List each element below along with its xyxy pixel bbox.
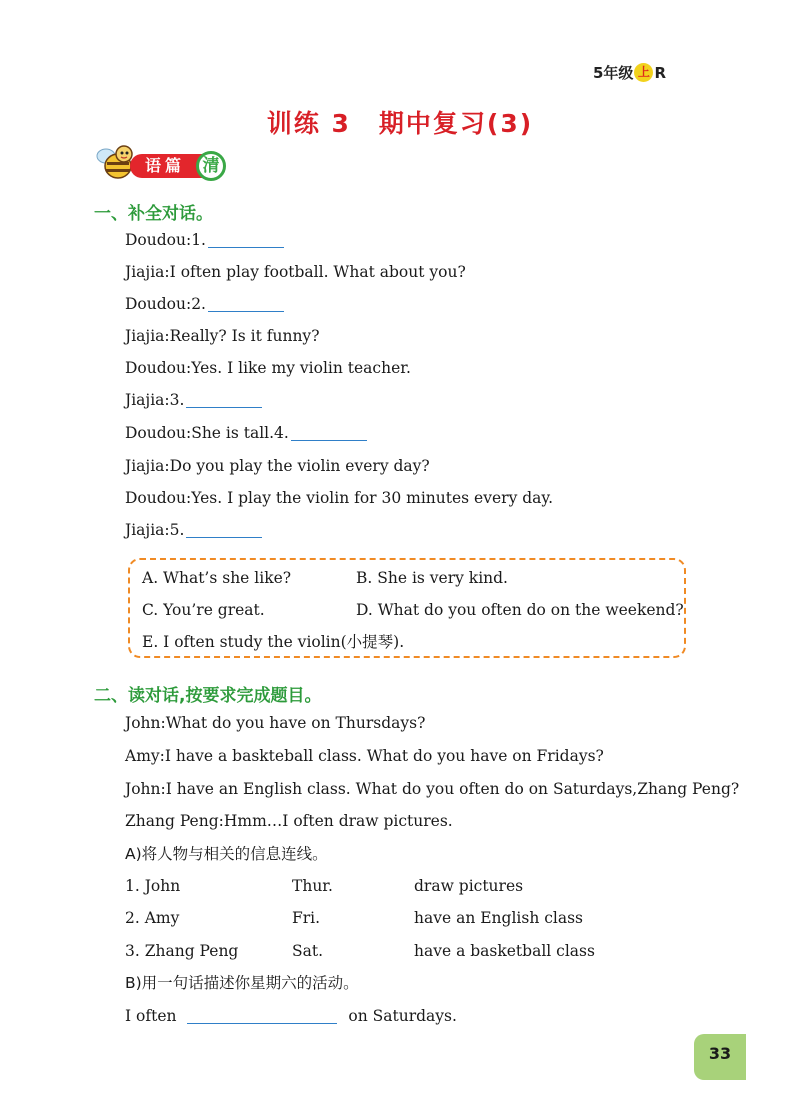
dialogue-line: Amy:I have a baskteball class. What do you have on Fridays?: [125, 747, 604, 765]
dialogue-line: [125, 390, 262, 410]
option-a: A. What’s she like?: [142, 569, 292, 587]
badge-mark: 清: [196, 151, 226, 181]
part-b-prefix: I often: [125, 1007, 177, 1025]
dialogue-text: Doudou:2.: [125, 295, 206, 313]
section-badge: [94, 146, 230, 184]
answer-blank[interactable]: [186, 521, 262, 538]
part-b-sentence: [125, 1006, 457, 1026]
dialogue-line: [125, 456, 430, 476]
match-activity-2: have an English class: [414, 909, 584, 927]
grade-suffix: R: [654, 63, 666, 82]
dialogue-text: Doudou:Yes. I play the violin for 30 minutes every day.: [125, 489, 554, 507]
answer-blank[interactable]: [187, 1007, 337, 1024]
dialogue-text: Jiajia:3.: [125, 391, 185, 409]
grade-label: [593, 62, 666, 83]
option-b: B. She is very kind.: [356, 569, 508, 587]
grade-circle-badge: 上: [634, 63, 653, 82]
dialogue-line: [125, 262, 466, 282]
badge-label: 语篇: [144, 156, 185, 175]
dialogue-line: John:What do you have on Thursdays?: [125, 714, 426, 732]
dialogue-line: John:I have an English class. What do you often do on Saturdays,Zhang Peng?: [125, 780, 740, 798]
page-number: 33: [694, 1034, 746, 1080]
dialogue-line: [125, 520, 262, 540]
dialogue-line: [125, 358, 411, 378]
dialogue-line: [125, 230, 284, 250]
part-b-instruction: B)用一句话描述你星期六的活动。: [125, 974, 359, 992]
dialogue-text: Jiajia:5.: [125, 521, 185, 539]
dialogue-line: [125, 326, 320, 346]
dialogue-text: Jiajia:Do you play the violin every day?: [125, 457, 430, 475]
dialogue-text: Jiajia:I often play football. What about you?: [125, 263, 466, 281]
option-e: E. I often study the violin(小提琴).: [142, 633, 405, 651]
answer-blank[interactable]: [208, 295, 284, 312]
part-b-suffix: on Saturdays.: [348, 1007, 457, 1025]
answer-blank[interactable]: [208, 231, 284, 248]
match-day-3: Sat.: [292, 942, 324, 960]
option-d: D. What do you often do on the weekend?: [356, 601, 684, 619]
dialogue-line: [125, 294, 284, 314]
match-activity-1: draw pictures: [414, 877, 524, 895]
match-person-1: 1. John: [125, 877, 181, 895]
answer-blank[interactable]: [186, 391, 262, 408]
dialogue-text: Doudou:Yes. I like my violin teacher.: [125, 359, 411, 377]
match-activity-3: have a basketball class: [414, 942, 595, 960]
section1-heading: 一、补全对话。: [94, 204, 213, 224]
dialogue-line: [125, 488, 553, 508]
dialogue-text: Doudou:1.: [125, 231, 206, 249]
match-person-3: 3. Zhang Peng: [125, 942, 239, 960]
match-day-2: Fri.: [292, 909, 321, 927]
match-day-1: Thur.: [292, 877, 333, 895]
page-title: [0, 104, 800, 140]
lesson-number: 训练 3: [266, 109, 351, 138]
answer-blank[interactable]: [291, 424, 367, 441]
lesson-topic: 期中复习(3): [378, 109, 534, 138]
match-person-2: 2. Amy: [125, 909, 180, 927]
dialogue-line: [125, 423, 367, 443]
grade-prefix: 5年级: [593, 64, 634, 82]
option-c: C. You’re great.: [142, 601, 265, 619]
dialogue-text: Doudou:She is tall.4.: [125, 424, 289, 442]
section2-heading: 二、读对话,按要求完成题目。: [94, 686, 322, 706]
dialogue-text: Jiajia:Really? Is it funny?: [125, 327, 320, 345]
part-a-instruction: A)将人物与相关的信息连线。: [125, 845, 328, 863]
dialogue-line: Zhang Peng:Hmm…I often draw pictures.: [125, 812, 453, 830]
